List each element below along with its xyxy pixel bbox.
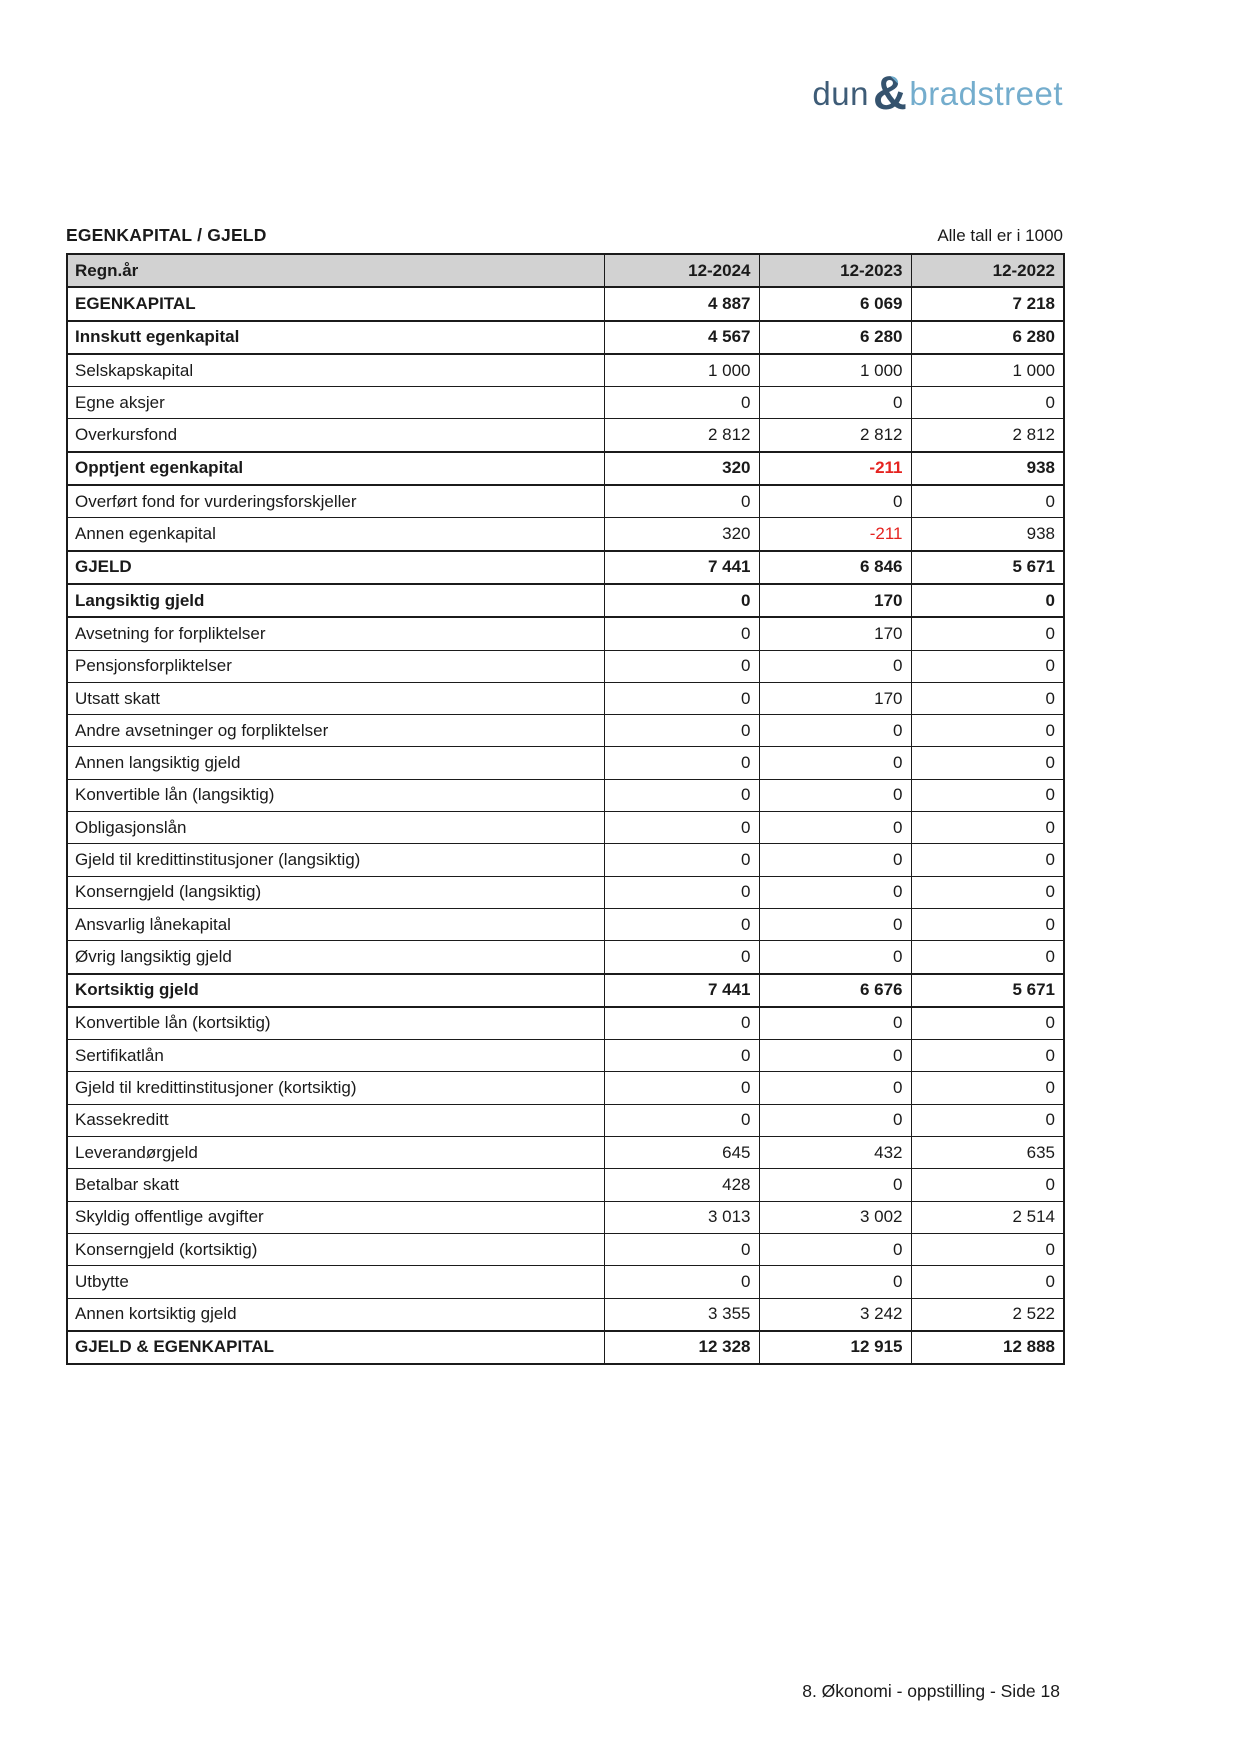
table-row [67, 1007, 1064, 1040]
value-cell: 7 441 [604, 551, 759, 584]
row-label: Innskutt egenkapital [67, 321, 604, 354]
table-row [67, 876, 1064, 908]
value-cell: 2 812 [759, 419, 911, 452]
value-cell: 432 [759, 1137, 911, 1169]
value-cell: 0 [759, 715, 911, 747]
row-label: Ansvarlig lånekapital [67, 908, 604, 940]
value-cell: 0 [911, 747, 1064, 779]
value-cell: 320 [604, 452, 759, 485]
units-note: Alle tall er i 1000 [937, 226, 1063, 245]
title-row [66, 225, 1063, 246]
row-label: Andre avsetninger og forpliktelser [67, 715, 604, 747]
row-label: Kortsiktig gjeld [67, 974, 604, 1007]
value-cell: 0 [604, 387, 759, 419]
table-row [67, 419, 1064, 452]
value-cell: 0 [911, 485, 1064, 518]
value-cell: 635 [911, 1137, 1064, 1169]
value-cell: 938 [911, 518, 1064, 551]
value-cell: 3 242 [759, 1298, 911, 1331]
logo-ampersand-icon: & [872, 66, 908, 119]
row-label: Egne aksjer [67, 387, 604, 419]
row-label: EGENKAPITAL [67, 287, 604, 320]
value-cell: 0 [759, 1007, 911, 1040]
header-cell-year-2024: 12-2024 [604, 254, 759, 287]
value-cell: 0 [604, 1072, 759, 1104]
table-row [67, 1137, 1064, 1169]
table-row [67, 974, 1064, 1007]
row-label: Utsatt skatt [67, 682, 604, 714]
table-row [67, 941, 1064, 974]
value-cell: 0 [911, 1233, 1064, 1265]
row-label: Overkursfond [67, 419, 604, 452]
row-label: Selskapskapital [67, 354, 604, 387]
value-cell: 6 676 [759, 974, 911, 1007]
row-label: Obligasjonslån [67, 812, 604, 844]
table-row [67, 387, 1064, 419]
value-cell: 0 [604, 715, 759, 747]
value-cell: 938 [911, 452, 1064, 485]
value-cell: 0 [911, 715, 1064, 747]
row-label: Annen kortsiktig gjeld [67, 1298, 604, 1331]
value-cell: 0 [911, 584, 1064, 617]
value-cell: 12 328 [604, 1331, 759, 1364]
table-row [67, 287, 1064, 320]
table-row [67, 908, 1064, 940]
value-cell: 0 [759, 1040, 911, 1072]
value-cell: 0 [604, 1040, 759, 1072]
row-label: Utbytte [67, 1266, 604, 1298]
value-cell: 0 [604, 617, 759, 650]
header-cell-year-2022: 12-2022 [911, 254, 1064, 287]
table-row [67, 584, 1064, 617]
value-cell: 3 013 [604, 1201, 759, 1233]
value-cell: 0 [604, 650, 759, 682]
header-cell-year-2023: 12-2023 [759, 254, 911, 287]
value-cell: -211 [759, 452, 911, 485]
table-row [67, 1233, 1064, 1265]
logo-text-bradstreet: bradstreet [909, 75, 1063, 112]
row-label: Annen langsiktig gjeld [67, 747, 604, 779]
value-cell: 7 218 [911, 287, 1064, 320]
value-cell: 0 [911, 682, 1064, 714]
value-cell: 0 [759, 1266, 911, 1298]
table-row [67, 321, 1064, 354]
value-cell: 0 [604, 584, 759, 617]
value-cell: 0 [911, 1104, 1064, 1136]
value-cell: 6 280 [911, 321, 1064, 354]
value-cell: 2 812 [604, 419, 759, 452]
dun-bradstreet-logo [812, 66, 1063, 119]
value-cell: 170 [759, 617, 911, 650]
value-cell: 2 812 [911, 419, 1064, 452]
value-cell: 0 [604, 1233, 759, 1265]
value-cell: 0 [604, 1266, 759, 1298]
value-cell: 1 000 [604, 354, 759, 387]
value-cell: 0 [911, 1266, 1064, 1298]
value-cell: 0 [759, 1169, 911, 1201]
value-cell: 0 [759, 876, 911, 908]
table-row [67, 650, 1064, 682]
row-label: Leverandørgjeld [67, 1137, 604, 1169]
row-label: Pensjonsforpliktelser [67, 650, 604, 682]
value-cell: 2 514 [911, 1201, 1064, 1233]
value-cell: 2 522 [911, 1298, 1064, 1331]
value-cell: 170 [759, 682, 911, 714]
row-label: Betalbar skatt [67, 1169, 604, 1201]
value-cell: 645 [604, 1137, 759, 1169]
value-cell: 1 000 [759, 354, 911, 387]
value-cell: 0 [759, 941, 911, 974]
value-cell: 0 [911, 387, 1064, 419]
value-cell: 0 [759, 650, 911, 682]
row-label: GJELD & EGENKAPITAL [67, 1331, 604, 1364]
value-cell: 170 [759, 584, 911, 617]
value-cell: 0 [759, 844, 911, 876]
value-cell: 0 [759, 908, 911, 940]
value-cell: 1 000 [911, 354, 1064, 387]
table-row [67, 551, 1064, 584]
table-body [67, 287, 1064, 1364]
row-label: Gjeld til kredittinstitusjoner (langsiktig) [67, 844, 604, 876]
table-row [67, 715, 1064, 747]
table-row [67, 1072, 1064, 1104]
table-header-row [67, 254, 1064, 287]
value-cell: 3 002 [759, 1201, 911, 1233]
value-cell: 0 [759, 1072, 911, 1104]
value-cell: 6 280 [759, 321, 911, 354]
value-cell: 0 [759, 387, 911, 419]
value-cell: 0 [759, 1233, 911, 1265]
value-cell: 0 [911, 812, 1064, 844]
value-cell: 0 [911, 1169, 1064, 1201]
row-label: Opptjent egenkapital [67, 452, 604, 485]
value-cell: 4 887 [604, 287, 759, 320]
value-cell: 0 [759, 1104, 911, 1136]
value-cell: 0 [604, 908, 759, 940]
row-label: Annen egenkapital [67, 518, 604, 551]
row-label: Gjeld til kredittinstitusjoner (kortsiktig) [67, 1072, 604, 1104]
page-footer: 8. Økonomi - oppstilling - Side 18 [802, 1681, 1060, 1701]
value-cell: 0 [759, 779, 911, 811]
value-cell: 0 [911, 1007, 1064, 1040]
row-label: Konserngjeld (langsiktig) [67, 876, 604, 908]
table-row [67, 617, 1064, 650]
row-label: Konvertible lån (kortsiktig) [67, 1007, 604, 1040]
value-cell: 6 069 [759, 287, 911, 320]
table-row [67, 1169, 1064, 1201]
table-row [67, 518, 1064, 551]
value-cell: 12 888 [911, 1331, 1064, 1364]
value-cell: 0 [604, 844, 759, 876]
table-row [67, 452, 1064, 485]
row-label: Avsetning for forpliktelser [67, 617, 604, 650]
value-cell: 0 [759, 747, 911, 779]
table-row [67, 1298, 1064, 1331]
table-row [67, 747, 1064, 779]
row-label: GJELD [67, 551, 604, 584]
value-cell: -211 [759, 518, 911, 551]
table-row [67, 485, 1064, 518]
table-row [67, 844, 1064, 876]
value-cell: 0 [911, 1040, 1064, 1072]
value-cell: 0 [911, 1072, 1064, 1104]
value-cell: 12 915 [759, 1331, 911, 1364]
logo-text-dun: dun [812, 75, 869, 112]
value-cell: 0 [604, 812, 759, 844]
value-cell: 0 [759, 485, 911, 518]
row-label: Sertifikatlån [67, 1040, 604, 1072]
table-row [67, 812, 1064, 844]
row-label: Kassekreditt [67, 1104, 604, 1136]
row-label: Overført fond for vurderingsforskjeller [67, 485, 604, 518]
row-label: Konserngjeld (kortsiktig) [67, 1233, 604, 1265]
table-row [67, 1104, 1064, 1136]
table-row [67, 1331, 1064, 1364]
table-row [67, 779, 1064, 811]
value-cell: 0 [911, 779, 1064, 811]
row-label: Øvrig langsiktig gjeld [67, 941, 604, 974]
table-row [67, 682, 1064, 714]
value-cell: 0 [911, 908, 1064, 940]
value-cell: 0 [759, 812, 911, 844]
table-row [67, 354, 1064, 387]
value-cell: 5 671 [911, 551, 1064, 584]
value-cell: 0 [911, 617, 1064, 650]
value-cell: 0 [604, 876, 759, 908]
value-cell: 0 [604, 747, 759, 779]
row-label: Langsiktig gjeld [67, 584, 604, 617]
value-cell: 0 [604, 1007, 759, 1040]
value-cell: 0 [604, 779, 759, 811]
value-cell: 0 [604, 941, 759, 974]
value-cell: 0 [604, 682, 759, 714]
value-cell: 6 846 [759, 551, 911, 584]
value-cell: 0 [604, 485, 759, 518]
balance-sheet-table [66, 253, 1065, 1365]
value-cell: 0 [604, 1104, 759, 1136]
value-cell: 0 [911, 941, 1064, 974]
header-cell-regnaar: Regn.år [67, 254, 604, 287]
value-cell: 3 355 [604, 1298, 759, 1331]
page-title: EGENKAPITAL / GJELD [66, 225, 267, 245]
value-cell: 5 671 [911, 974, 1064, 1007]
table-row [67, 1266, 1064, 1298]
row-label: Skyldig offentlige avgifter [67, 1201, 604, 1233]
value-cell: 4 567 [604, 321, 759, 354]
table-row [67, 1201, 1064, 1233]
value-cell: 0 [911, 844, 1064, 876]
table-row [67, 1040, 1064, 1072]
value-cell: 7 441 [604, 974, 759, 1007]
value-cell: 0 [911, 650, 1064, 682]
value-cell: 428 [604, 1169, 759, 1201]
value-cell: 0 [911, 876, 1064, 908]
value-cell: 320 [604, 518, 759, 551]
row-label: Konvertible lån (langsiktig) [67, 779, 604, 811]
